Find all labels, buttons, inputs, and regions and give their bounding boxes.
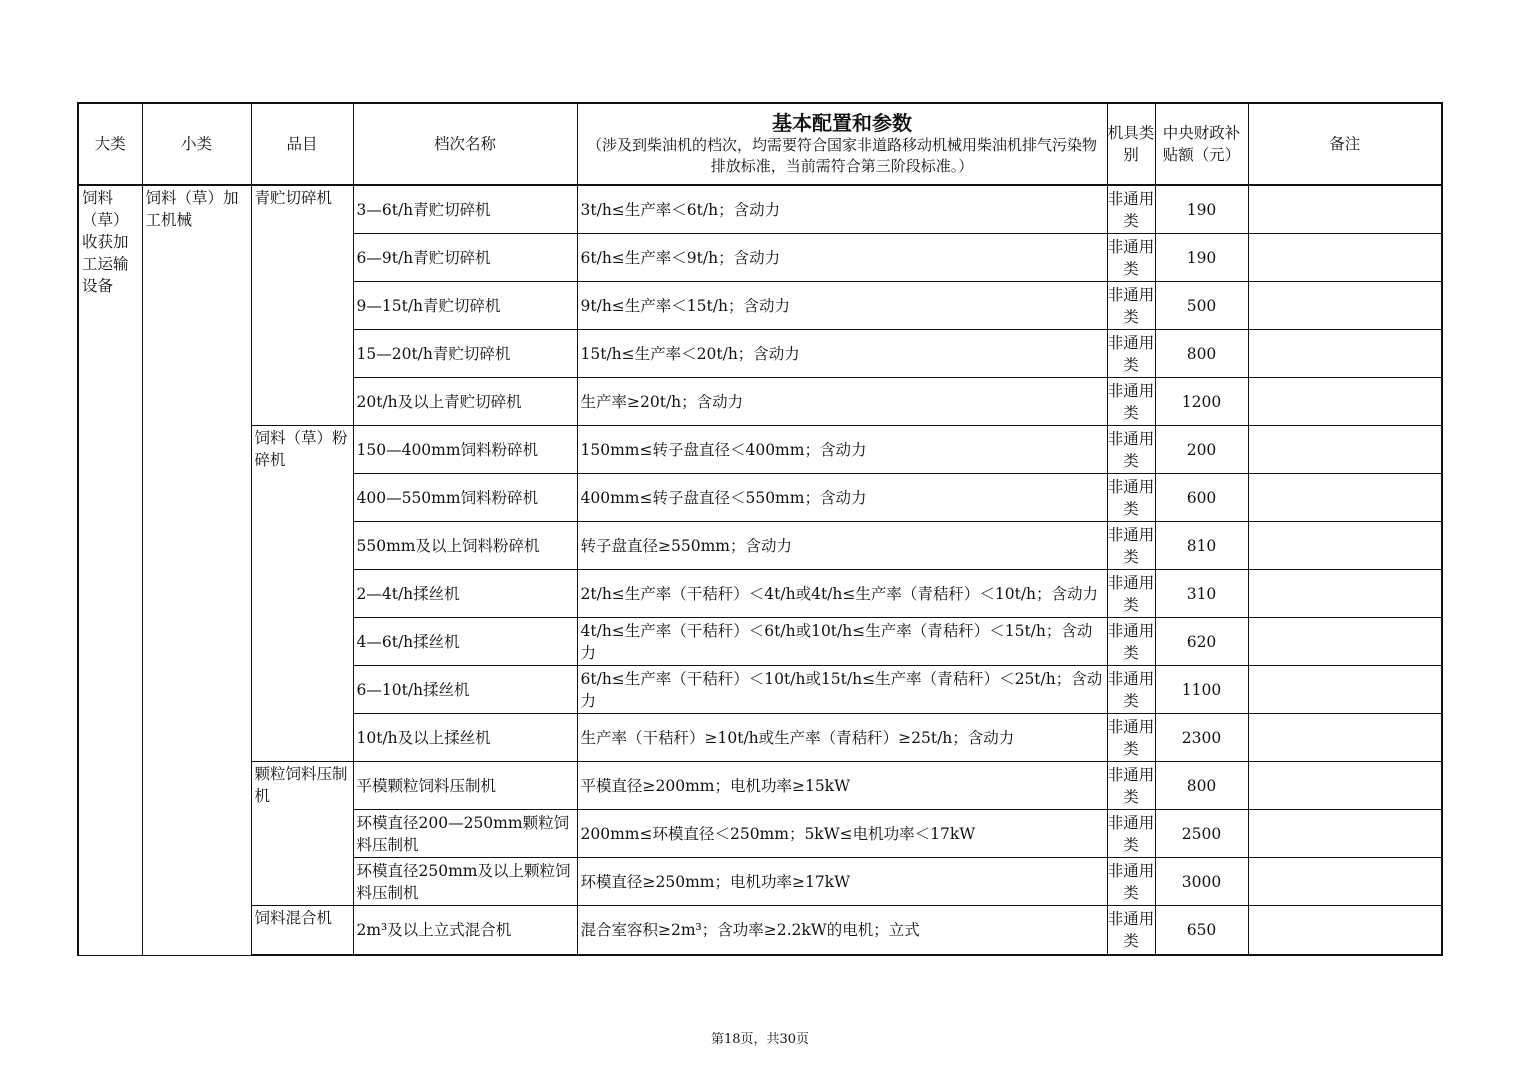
machine-type-cell: 非通用类 xyxy=(1107,906,1155,956)
remarks-cell xyxy=(1248,234,1442,282)
item-cell: 颗粒饲料压制机 xyxy=(251,762,353,906)
remarks-cell xyxy=(1248,858,1442,906)
remarks-cell xyxy=(1248,426,1442,474)
grade-name-cell: 10t/h及以上揉丝机 xyxy=(353,714,577,762)
config-cell: 平模直径≥200mm；电机功率≥15kW xyxy=(577,762,1107,810)
subsidy-amount-cell: 310 xyxy=(1155,570,1248,618)
header-remarks: 备注 xyxy=(1248,103,1442,185)
header-config-note: （涉及到柴油机的档次，均需要符合国家非道路移动机械用柴油机排气污染物排放标准，当前需符合第三阶段标准。） xyxy=(586,136,1097,175)
config-cell: 2t/h≤生产率（干秸秆）＜4t/h或4t/h≤生产率（青秸秆）＜10t/h；含动力 xyxy=(577,570,1107,618)
header-config-title: 基本配置和参数 xyxy=(772,111,912,135)
remarks-cell xyxy=(1248,762,1442,810)
config-cell: 200mm≤环模直径＜250mm；5kW≤电机功率＜17kW xyxy=(577,810,1107,858)
grade-name-cell: 400—550mm饲料粉碎机 xyxy=(353,474,577,522)
remarks-cell xyxy=(1248,906,1442,956)
subsidy-amount-cell: 3000 xyxy=(1155,858,1248,906)
subsidy-amount-cell: 2300 xyxy=(1155,714,1248,762)
grade-name-cell: 环模直径250mm及以上颗粒饲料压制机 xyxy=(353,858,577,906)
table-row xyxy=(78,906,1442,956)
remarks-cell xyxy=(1248,330,1442,378)
machine-type-cell: 非通用类 xyxy=(1107,185,1155,234)
remarks-cell xyxy=(1248,810,1442,858)
subsidy-amount-cell: 200 xyxy=(1155,426,1248,474)
item-cell: 饲料（草）粉碎机 xyxy=(251,426,353,762)
grade-name-cell: 9—15t/h青贮切碎机 xyxy=(353,282,577,330)
machine-type-cell: 非通用类 xyxy=(1107,522,1155,570)
config-cell: 3t/h≤生产率＜6t/h；含动力 xyxy=(577,185,1107,234)
subsidy-amount-cell: 600 xyxy=(1155,474,1248,522)
machine-type-cell: 非通用类 xyxy=(1107,330,1155,378)
grade-name-cell: 2—4t/h揉丝机 xyxy=(353,570,577,618)
grade-name-cell: 550mm及以上饲料粉碎机 xyxy=(353,522,577,570)
config-cell: 150mm≤转子盘直径＜400mm；含动力 xyxy=(577,426,1107,474)
subsidy-amount-cell: 2500 xyxy=(1155,810,1248,858)
subsidy-amount-cell: 620 xyxy=(1155,618,1248,666)
remarks-cell xyxy=(1248,522,1442,570)
table-row xyxy=(78,185,1442,234)
config-cell: 400mm≤转子盘直径＜550mm；含动力 xyxy=(577,474,1107,522)
item-cell: 饲料混合机 xyxy=(251,906,353,956)
subsidy-amount-cell: 190 xyxy=(1155,234,1248,282)
page-number: 第18页，共30页 xyxy=(710,1032,810,1047)
category-cell: 饲料（草）收获加工运输设备 xyxy=(78,185,142,955)
header-row xyxy=(78,103,1442,185)
grade-name-cell: 150—400mm饲料粉碎机 xyxy=(353,426,577,474)
config-cell: 生产率（干秸秆）≥10t/h或生产率（青秸秆）≥25t/h；含动力 xyxy=(577,714,1107,762)
machine-type-cell: 非通用类 xyxy=(1107,378,1155,426)
subsidy-table xyxy=(77,102,1443,956)
config-cell: 生产率≥20t/h；含动力 xyxy=(577,378,1107,426)
config-cell: 9t/h≤生产率＜15t/h；含动力 xyxy=(577,282,1107,330)
subsidy-amount-cell: 500 xyxy=(1155,282,1248,330)
remarks-cell xyxy=(1248,618,1442,666)
header-config xyxy=(577,103,1107,185)
subcategory-cell: 饲料（草）加工机械 xyxy=(142,185,251,955)
header-category: 大类 xyxy=(78,103,142,185)
remarks-cell xyxy=(1248,666,1442,714)
subsidy-amount-cell: 800 xyxy=(1155,330,1248,378)
remarks-cell xyxy=(1248,185,1442,234)
subsidy-amount-cell: 1100 xyxy=(1155,666,1248,714)
header-machine-type: 机具类别 xyxy=(1107,103,1155,185)
grade-name-cell: 平模颗粒饲料压制机 xyxy=(353,762,577,810)
grade-name-cell: 4—6t/h揉丝机 xyxy=(353,618,577,666)
machine-type-cell: 非通用类 xyxy=(1107,282,1155,330)
remarks-cell xyxy=(1248,570,1442,618)
remarks-cell xyxy=(1248,474,1442,522)
header-grade-name: 档次名称 xyxy=(353,103,577,185)
machine-type-cell: 非通用类 xyxy=(1107,666,1155,714)
table-row xyxy=(78,426,1442,474)
grade-name-cell: 3—6t/h青贮切碎机 xyxy=(353,185,577,234)
table-row xyxy=(78,762,1442,810)
item-cell: 青贮切碎机 xyxy=(251,185,353,426)
grade-name-cell: 环模直径200—250mm颗粒饲料压制机 xyxy=(353,810,577,858)
config-cell: 环模直径≥250mm；电机功率≥17kW xyxy=(577,858,1107,906)
subsidy-amount-cell: 650 xyxy=(1155,906,1248,956)
subsidy-amount-cell: 800 xyxy=(1155,762,1248,810)
subsidy-amount-cell: 190 xyxy=(1155,185,1248,234)
table-body xyxy=(78,185,1442,955)
grade-name-cell: 6—10t/h揉丝机 xyxy=(353,666,577,714)
config-cell: 15t/h≤生产率＜20t/h；含动力 xyxy=(577,330,1107,378)
header-subcategory: 小类 xyxy=(142,103,251,185)
subsidy-amount-cell: 810 xyxy=(1155,522,1248,570)
grade-name-cell: 20t/h及以上青贮切碎机 xyxy=(353,378,577,426)
machine-type-cell: 非通用类 xyxy=(1107,474,1155,522)
header-subsidy: 中央财政补贴额（元） xyxy=(1155,103,1248,185)
machine-type-cell: 非通用类 xyxy=(1107,714,1155,762)
machine-type-cell: 非通用类 xyxy=(1107,570,1155,618)
remarks-cell xyxy=(1248,282,1442,330)
machine-type-cell: 非通用类 xyxy=(1107,858,1155,906)
machine-type-cell: 非通用类 xyxy=(1107,234,1155,282)
grade-name-cell: 15—20t/h青贮切碎机 xyxy=(353,330,577,378)
config-cell: 转子盘直径≥550mm；含动力 xyxy=(577,522,1107,570)
grade-name-cell: 2m³及以上立式混合机 xyxy=(353,906,577,956)
config-cell: 混合室容积≥2m³；含功率≥2.2kW的电机；立式 xyxy=(577,906,1107,956)
machine-type-cell: 非通用类 xyxy=(1107,426,1155,474)
header-item: 品目 xyxy=(251,103,353,185)
machine-type-cell: 非通用类 xyxy=(1107,762,1155,810)
config-cell: 6t/h≤生产率＜9t/h；含动力 xyxy=(577,234,1107,282)
config-cell: 4t/h≤生产率（干秸秆）＜6t/h或10t/h≤生产率（青秸秆）＜15t/h；含动力 xyxy=(577,618,1107,666)
remarks-cell xyxy=(1248,378,1442,426)
config-cell: 6t/h≤生产率（干秸秆）＜10t/h或15t/h≤生产率（青秸秆）＜25t/h；含动力 xyxy=(577,666,1107,714)
subsidy-amount-cell: 1200 xyxy=(1155,378,1248,426)
grade-name-cell: 6—9t/h青贮切碎机 xyxy=(353,234,577,282)
remarks-cell xyxy=(1248,714,1442,762)
machine-type-cell: 非通用类 xyxy=(1107,618,1155,666)
machine-type-cell: 非通用类 xyxy=(1107,810,1155,858)
